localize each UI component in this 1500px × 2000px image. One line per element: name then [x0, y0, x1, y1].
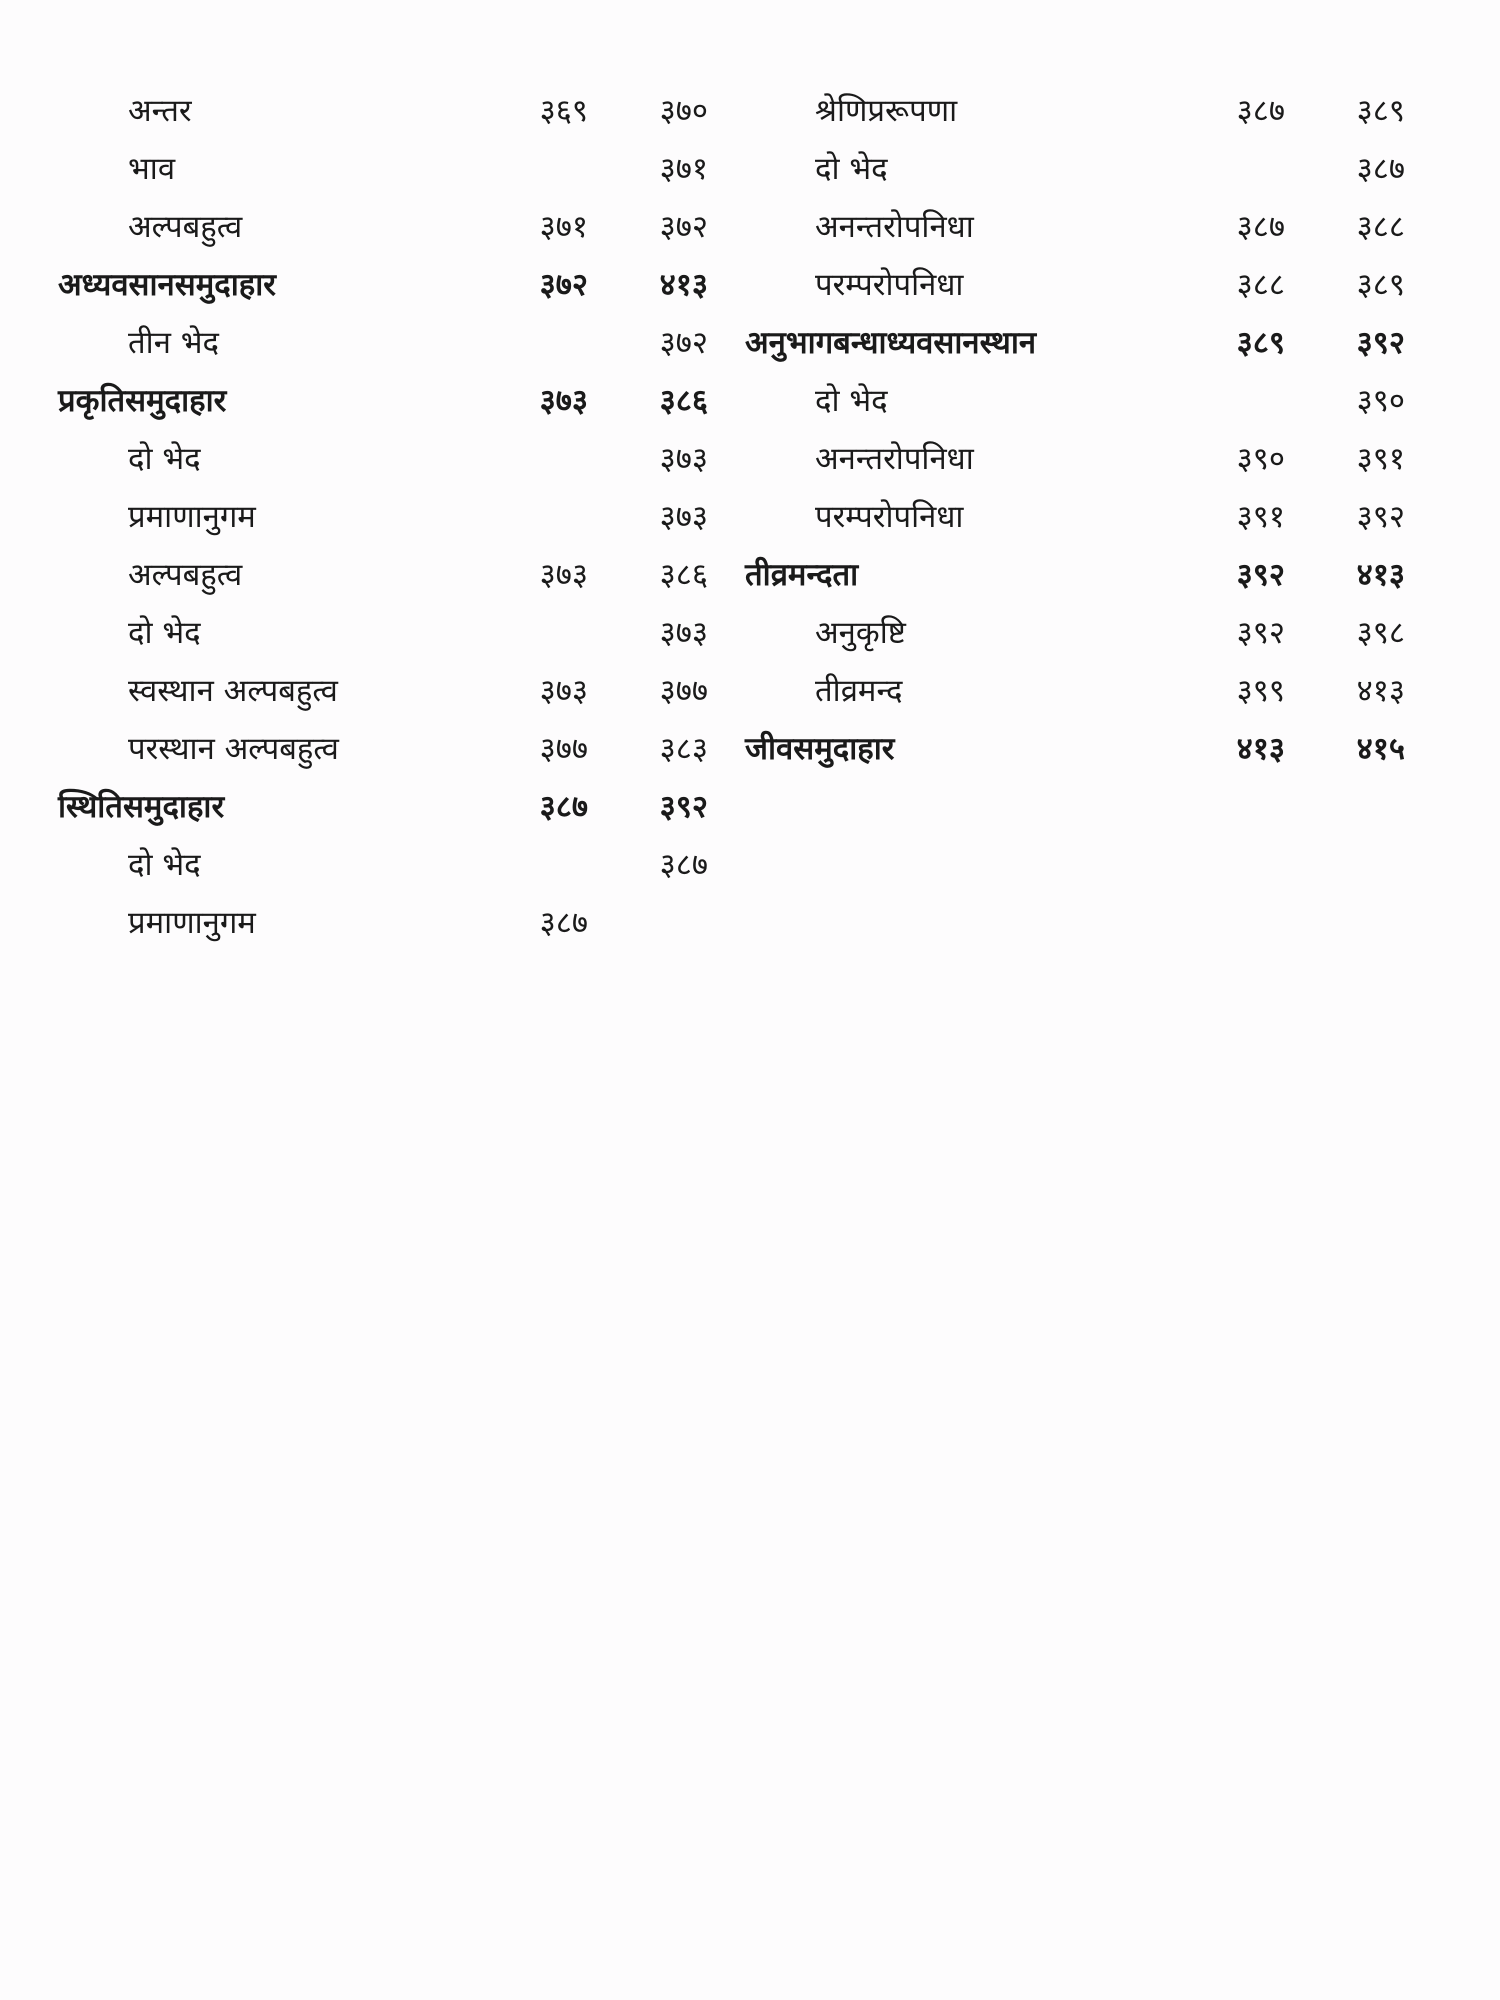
toc-entry — [58, 430, 708, 488]
toc-entry-title: तीव्रमन्द — [815, 673, 903, 709]
toc-entry — [58, 372, 708, 430]
toc-entry — [58, 836, 708, 894]
toc-entry-page-from: ३८९ — [1236, 325, 1285, 361]
toc-entry-page-from: ३६९ — [539, 93, 588, 129]
toc-entry-page-from: ३९२ — [1236, 615, 1285, 651]
toc-entry — [745, 546, 1405, 604]
toc-entry-page-to: ३९१ — [1356, 441, 1405, 477]
toc-entry-page-from: ३८७ — [1236, 93, 1285, 129]
toc-entry-page-to: ४१५ — [1356, 731, 1405, 767]
toc-entry-title: दो भेद — [128, 615, 201, 651]
toc-entry-page-from: ३८७ — [539, 905, 588, 941]
toc-entry-page-from: ३७७ — [539, 731, 588, 767]
toc-entry — [745, 372, 1405, 430]
toc-entry-page-to: ३७२ — [659, 209, 708, 245]
toc-entry-page-from: ३७३ — [539, 383, 588, 419]
toc-entry — [58, 488, 708, 546]
toc-entry-title: अध्यवसानसमुदाहार — [58, 267, 276, 303]
toc-entry-page-to: ३८८ — [1356, 209, 1405, 245]
toc-entry-page-to: ३८३ — [659, 731, 708, 767]
toc-entry-title: परम्परोपनिधा — [815, 267, 964, 303]
toc-entry-page-from: ३७३ — [539, 557, 588, 593]
toc-entry-title: तीन भेद — [128, 325, 220, 361]
toc-entry-page-from: ३९२ — [1236, 557, 1285, 593]
toc-entry-title: अल्पबहुत्व — [128, 209, 243, 245]
toc-entry-page-to: ४१३ — [1356, 557, 1405, 593]
toc-entry — [745, 314, 1405, 372]
toc-right-column — [745, 82, 1405, 778]
toc-entry-title: अनन्तरोपनिधा — [815, 441, 974, 477]
toc-left-column — [58, 82, 708, 952]
toc-entry-page-to: ३८७ — [659, 847, 708, 883]
toc-entry — [745, 256, 1405, 314]
toc-entry — [745, 720, 1405, 778]
toc-entry-title: अनुभागबन्धाध्यवसानस्थान — [745, 325, 1037, 361]
toc-entry-title: प्रमाणानुगम — [128, 499, 256, 535]
toc-entry-page-from: ३७१ — [539, 209, 588, 245]
toc-entry-page-to: ४१३ — [659, 267, 708, 303]
toc-entry-page-to: ३९० — [1356, 383, 1405, 419]
toc-entry-title: स्वस्थान अल्पबहुत्व — [128, 673, 338, 709]
toc-entry-title: तीव्रमन्दता — [745, 557, 859, 593]
toc-entry — [745, 140, 1405, 198]
toc-entry-page-from: ३७३ — [539, 673, 588, 709]
toc-entry — [745, 430, 1405, 488]
toc-entry-page-to: ३७७ — [659, 673, 708, 709]
toc-entry-title: प्रकृतिसमुदाहार — [58, 383, 227, 419]
toc-entry-page-to: ३९८ — [1356, 615, 1405, 651]
toc-entry-page-from: ३९९ — [1236, 673, 1285, 709]
toc-entry — [58, 546, 708, 604]
toc-entry — [58, 894, 708, 952]
toc-entry-page-to: ३७२ — [659, 325, 708, 361]
toc-entry-title: दो भेद — [815, 383, 888, 419]
toc-entry-page-to: ३७१ — [659, 151, 708, 187]
toc-entry-title: दो भेद — [815, 151, 888, 187]
toc-entry-page-to: ३८७ — [1356, 151, 1405, 187]
toc-entry — [58, 314, 708, 372]
toc-entry-title: अनन्तरोपनिधा — [815, 209, 974, 245]
toc-entry — [58, 82, 708, 140]
toc-entry-page-to: ३८९ — [1356, 93, 1405, 129]
toc-entry-page-to: ३८६ — [659, 557, 708, 593]
toc-entry — [745, 82, 1405, 140]
toc-entry-title: भाव — [128, 151, 176, 187]
toc-entry-title: दो भेद — [128, 847, 201, 883]
toc-entry-page-from: ३८७ — [1236, 209, 1285, 245]
toc-entry — [58, 140, 708, 198]
toc-entry-page-to: ३९२ — [1356, 325, 1405, 361]
toc-entry-page-to: ३९२ — [1356, 499, 1405, 535]
toc-entry — [58, 778, 708, 836]
toc-entry — [58, 662, 708, 720]
toc-entry-page-to: ३७३ — [659, 441, 708, 477]
toc-entry-page-to: ३८९ — [1356, 267, 1405, 303]
toc-entry-title: दो भेद — [128, 441, 201, 477]
toc-entry-page-to: ३७० — [659, 93, 708, 129]
toc-entry — [745, 198, 1405, 256]
toc-entry-page-to: ३७३ — [659, 499, 708, 535]
toc-entry — [58, 720, 708, 778]
toc-entry-title: जीवसमुदाहार — [745, 731, 895, 767]
toc-entry — [745, 662, 1405, 720]
toc-entry-title: परस्थान अल्पबहुत्व — [128, 731, 339, 767]
toc-entry — [58, 256, 708, 314]
toc-entry-title: श्रेणिप्ररूपणा — [815, 93, 958, 129]
toc-entry-page-to: ३७३ — [659, 615, 708, 651]
toc-entry — [745, 488, 1405, 546]
toc-entry-title: अनुकृष्टि — [815, 615, 906, 651]
toc-entry-page-from: ४१३ — [1236, 731, 1285, 767]
toc-entry-page-to: ३८६ — [659, 383, 708, 419]
toc-entry-page-from: ३९१ — [1236, 499, 1285, 535]
toc-entry-page-from: ३७२ — [539, 267, 588, 303]
toc-entry-title: परम्परोपनिधा — [815, 499, 964, 535]
toc-entry-title: अल्पबहुत्व — [128, 557, 243, 593]
toc-entry — [58, 198, 708, 256]
toc-entry-page-from: ३९० — [1236, 441, 1285, 477]
toc-entry — [745, 604, 1405, 662]
toc-entry-page-to: ३९२ — [659, 789, 708, 825]
toc-entry — [58, 604, 708, 662]
toc-entry-page-from: ३८७ — [539, 789, 588, 825]
toc-entry-title: स्थितिसमुदाहार — [58, 789, 225, 825]
toc-entry-page-from: ३८८ — [1236, 267, 1285, 303]
toc-entry-title: प्रमाणानुगम — [128, 905, 256, 941]
toc-entry-page-to: ४१३ — [1356, 673, 1405, 709]
toc-entry-title: अन्तर — [128, 93, 192, 129]
